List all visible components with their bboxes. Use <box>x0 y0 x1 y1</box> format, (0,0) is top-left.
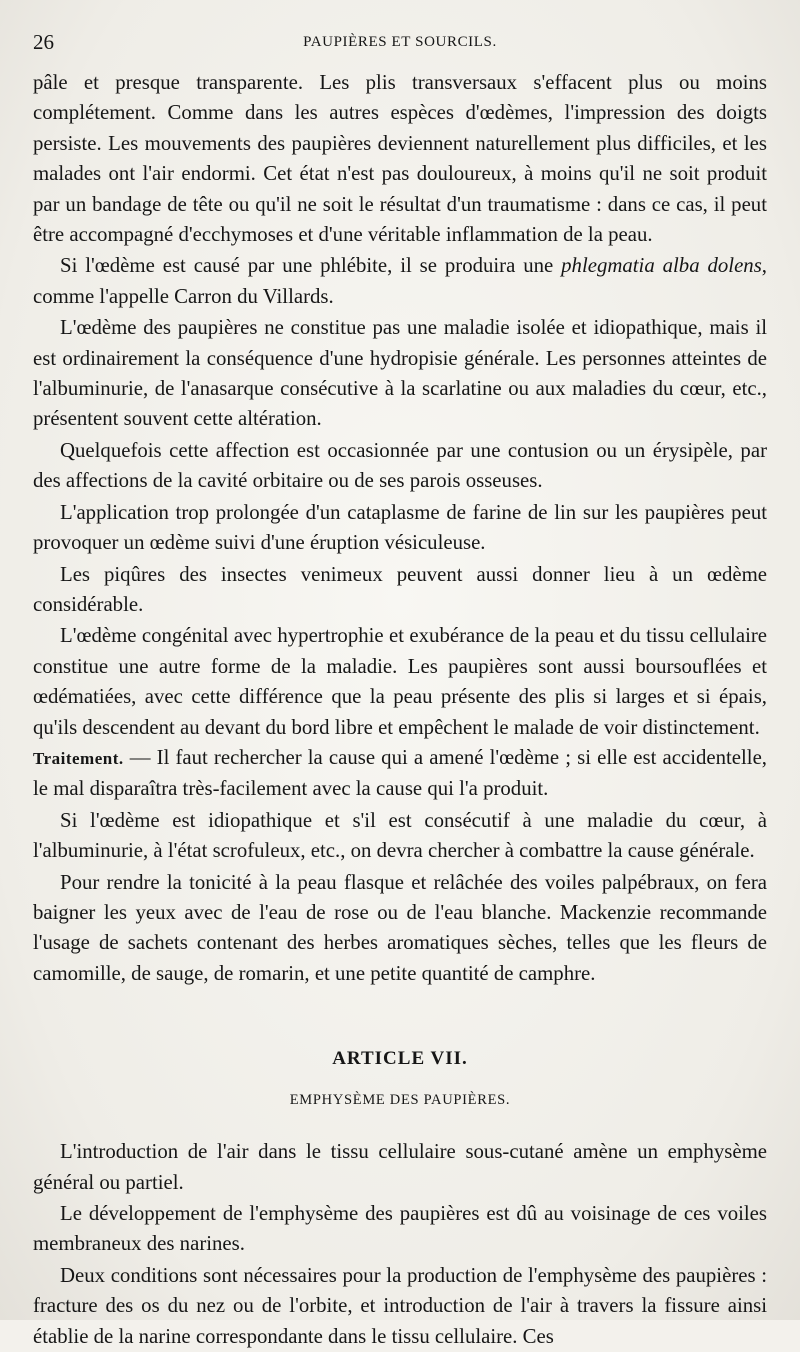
phlebitis-text-before: Si l'œdème est causé par une phlébite, il se produira une <box>60 254 562 278</box>
paragraph-phlebitis <box>33 251 767 312</box>
phlebitis-text-after: , comme l'appelle Carron du Villards. <box>33 254 767 308</box>
treatment-label: Traitement. <box>33 748 124 768</box>
paragraph-general-dropsy: L'œdème des paupières ne constitue pas une maladie isolée et idiopathique, mais il est ordinairement la conséquence d'une hydropisie générale. Les personnes atteintes de l'albuminurie, de l'anasarque consécutive à la scarlatine ou aux maladies du cœur, etc., présentent souvent cette altération. <box>33 316 767 431</box>
paragraph-congenital: L'œdème congénital avec hypertrophie et exubérance de la peau et du tissu cellulaire constitue une autre forme de la maladie. Les paupières sont aussi boursouflées et œdématiées, avec cette différence que la peau présente des plis si larges et si épais, qu'ils descendent au devant du bord libre et empêchent le malade de voir distinctement. <box>33 624 767 739</box>
paragraph-idiopathic: Si l'œdème est idiopathique et s'il est consécutif à une maladie du cœur, à l'albuminurie, à l'état scrofuleux, etc., on devra chercher à combattre la cause générale. <box>33 808 767 863</box>
treatment-section <box>33 743 767 989</box>
paragraph-development: Le développement de l'emphysème des paupières est dû au voisinage de ces voiles membraneux des narines. <box>33 1202 767 1256</box>
latin-term: phlegmatia alba dolens <box>561 254 762 278</box>
oedema-section <box>33 68 767 743</box>
paragraph-tonicity: Pour rendre la tonicité à la peau flasque et relâchée des voiles palpébraux, on fera baigner les yeux avec de l'eau de rose ou de l'eau blanche. Mackenzie recommande l'usage de sachets contenant des herbes aromatiques sèches, telles que les fleurs de camomille, de sauge, de romarin, et une petite quantité de camphre. <box>33 870 767 985</box>
article-subheading: EMPHYSÈME DES PAUPIÈRES. <box>289 1092 511 1109</box>
article-heading: ARTICLE VII. <box>332 1048 468 1070</box>
page-number: 26 <box>33 30 54 54</box>
paragraph-conditions: Deux conditions sont nécessaires pour la production de l'emphysème des paupières : fracture des os du nez ou de l'orbite, et introduction de l'air à travers la fissure ainsi établie de la narine correspondante dans le tissu cellulaire. Ces <box>33 1263 767 1348</box>
paragraph-contusion: Quelquefois cette affection est occasionnée par une contusion ou un érysipèle, par des affections de la cavité orbitaire ou de ses parois osseuses. <box>33 438 767 493</box>
paragraph-introduction: L'introduction de l'air dans le tissu cellulaire sous-cutané amène un emphysème général ou partiel. <box>33 1140 767 1194</box>
treatment-intro: — Il faut rechercher la cause qui a amené l'œdème ; si elle est accidentelle, le mal disparaîtra très-facilement avec la cause qui l'a produit. <box>33 745 767 801</box>
paragraph-treatment <box>33 743 767 805</box>
paragraph-continued: pâle et presque transparente. Les plis transversaux s'effacent plus ou moins complétement. Comme dans les autres espèces d'œdèmes, l'impression des doigts persiste. Les mouvements des paupières deviennent naturellement plus difficiles, et les malades ont l'air endormi. Cet état n'est pas douloureux, à moins qu'il ne soit produit par un bandage de tête ou qu'il ne soit le résultat d'un traumatisme : dans ce cas, il peut être accompagné d'ecchymoses et d'une véritable inflammation de la peau. <box>33 71 767 247</box>
paragraph-insects: Les piqûres des insectes venimeux peuvent aussi donner lieu à un œdème considérable. <box>33 562 767 616</box>
running-head <box>33 26 767 56</box>
running-title: PAUPIÈRES ET SOURCILS. <box>303 34 497 50</box>
paragraph-cataplasm: L'application trop prolongée d'un cataplasme de farine de lin sur les paupières peut provoquer un œdème suivi d'une éruption vésiculeuse. <box>33 500 767 555</box>
